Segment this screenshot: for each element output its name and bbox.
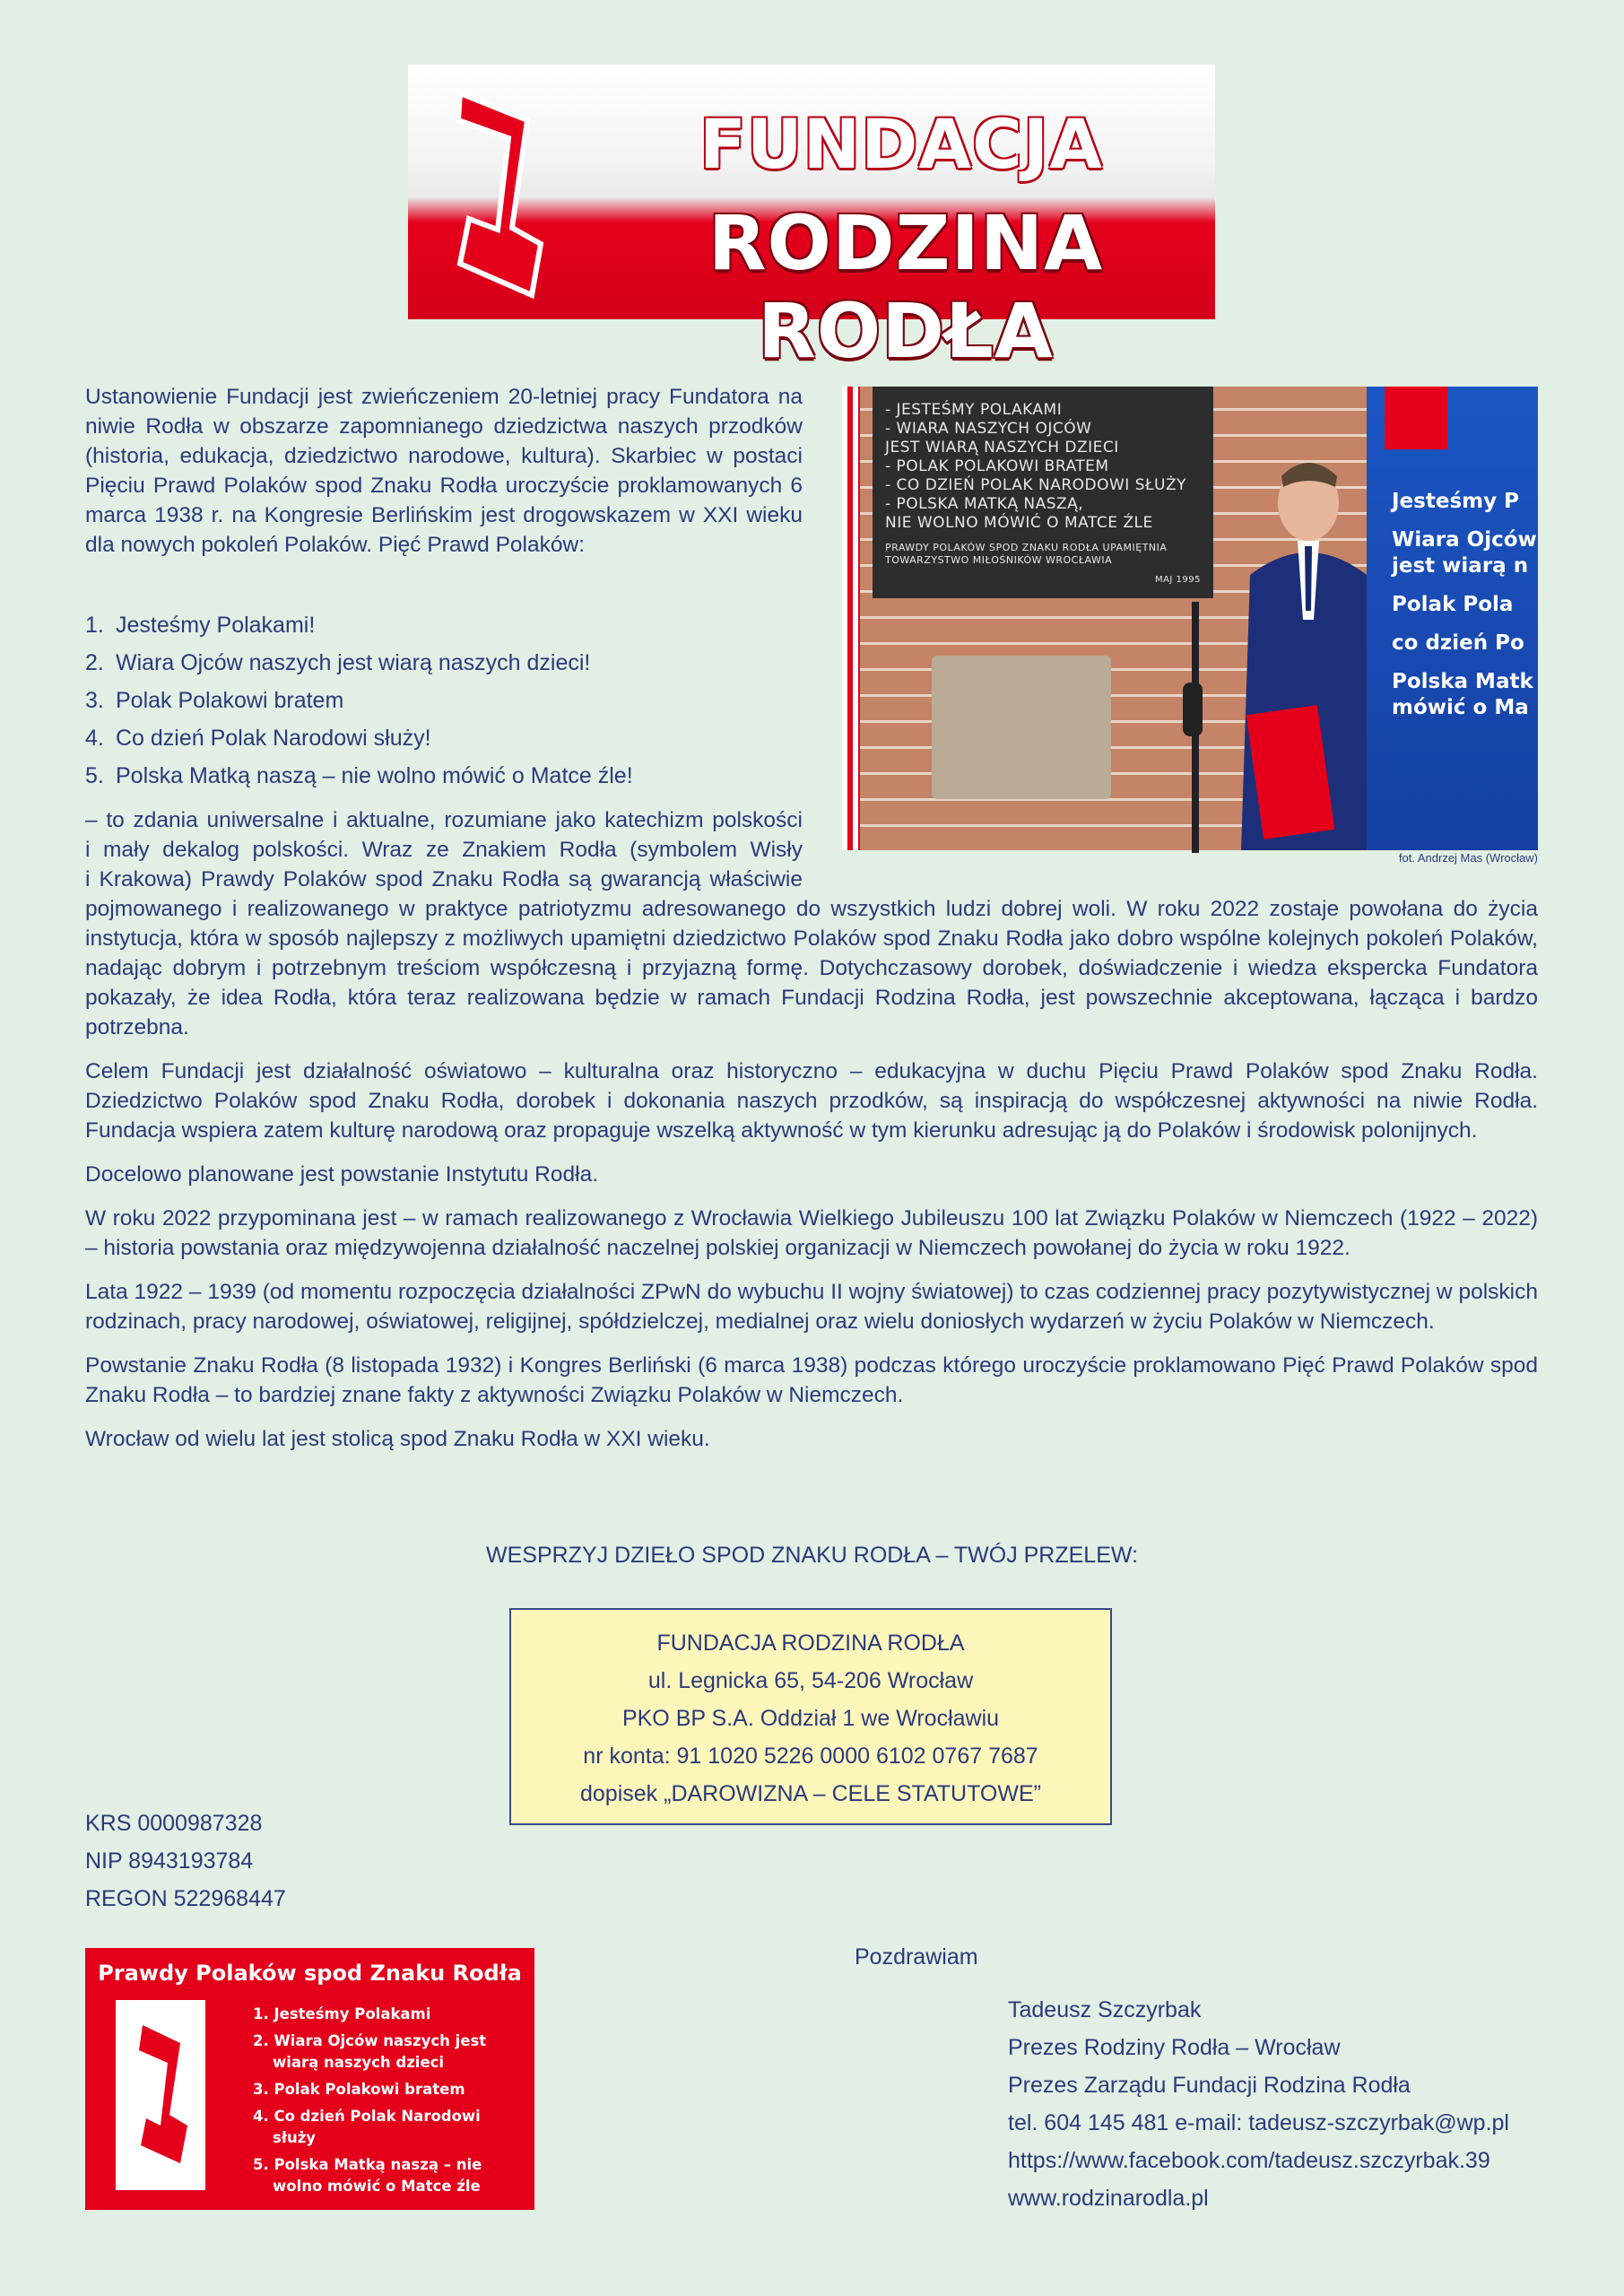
list-item <box>85 682 633 719</box>
regards: Pozdrawiam <box>855 1944 978 1970</box>
list-item <box>85 757 633 795</box>
intro-text: Ustanowienie Fundacji jest zwieńczeniem 20-letniej pracy Fundatora na niwie Rodła w obszarze zapomnianego dziedzictwa naszych przodków (historia, edukacja, dziedzictwo narodowe, kultura). Skarbiec w postaci Pięciu Prawd Polaków spod Znaku Rodła uroczyście proklamowanych 6 marca 1938 r. na Kongresie Berlińskim jest drogowskazem w XXI wieku dla nowych pokoleń Polaków. Pięć Prawd Polaków: <box>85 385 803 557</box>
speaker-figure-icon <box>1219 440 1380 850</box>
bank-name: PKO BP S.A. Oddział 1 we Wrocławiu <box>621 1706 1000 1731</box>
text-line: i mały dekalog polskości. Wraz ze Znakiem Rodła (symbolem Wisły <box>85 838 803 862</box>
flag-stripes <box>842 387 860 850</box>
paragraph: Lata 1922 – 1939 (od momentu rozpoczęcia działalności ZPwN do wybuchu II wojny światowej) to czas codziennej pracy pozytywistycznej w polskich rodzinach, pracy narodowej, oświatowej, religijnej, spółdzielczej, medialnej oraz wielu doniosłych wydarzeń w życiu Polaków w Niemczech. <box>85 1280 1538 1334</box>
paragraph: Powstanie Znaku Rodła (8 listopada 1932) i Kongres Berliński (6 marca 1938) podczas którego uroczyście proklamowano Pięć Prawd Polaków spod Znaku Rodła – to bardziej znane fakty z aktywności Związku Polaków w Niemczech. <box>85 1353 1538 1407</box>
list-item <box>85 719 633 757</box>
list-text: Wiara Ojców naszych jest wiarą naszych dzieci! <box>116 650 591 675</box>
plaque-line: - POLAK POLAKOWI BRATEM <box>885 457 1109 475</box>
regon: REGON 522968447 <box>85 1886 286 1911</box>
list-text: Polska Matką naszą – nie wolno mówić o Matce źle! <box>116 763 633 788</box>
list-number: 1. <box>85 613 104 638</box>
signature-block <box>1008 1991 1509 2217</box>
rollup-line: Polak Pola <box>1392 593 1514 616</box>
list-item: 5. Polska Matką naszą – nie wolno mówić o Matce źle <box>253 2156 482 2195</box>
paragraph: Docelowo planowane jest powstanie Instytutu Rodła. <box>85 1162 599 1187</box>
rollup-line: Polska Matk <box>1392 670 1533 693</box>
five-truths-list <box>85 606 633 795</box>
rollup-line: jest wiarą n <box>1392 554 1529 578</box>
photo-caption: fot. Andrzej Mas (Wrocław) <box>1398 851 1538 865</box>
list-item <box>85 606 633 644</box>
plaque-line: - JESTEŚMY POLAKAMI <box>885 401 1063 419</box>
list-number: 5. <box>85 763 104 788</box>
paragraph: Celem Fundacji jest działalność oświatowo – kulturalna oraz historyczno – edukacyjna w duchu Pięciu Prawd Polaków spod Znaku Rodła. Dziedzictwo Polaków spod Znaku Rodła, dorobek i dokonania naszych przodków, są inspiracją do współczesnej aktywności na niwie Rodła. Fundacja wspiera zatem kulturę narodową oraz propaguje wszelką aktywność w tym kierunku adresując ją do Polaków i środowisk polonijnych. <box>85 1059 1538 1143</box>
plaque-line: - POLSKA MATKĄ NASZĄ, <box>885 495 1084 513</box>
bank-recipient: FUNDACJA RODZINA RODŁA <box>656 1631 965 1656</box>
list-item: 1. Jesteśmy Polakami <box>253 2005 431 2022</box>
list-text: Jesteśmy Polakami! <box>116 613 316 638</box>
paragraph-continuation <box>85 805 1538 894</box>
truths-box <box>85 1948 534 2210</box>
krs: KRS 0000987328 <box>85 1811 263 1836</box>
list-item: 2. Wiara Ojców naszych jest wiarą naszych dzieci <box>253 2032 487 2071</box>
list-item <box>85 644 633 682</box>
nip: NIP 8943193784 <box>85 1848 254 1874</box>
list-number: 3. <box>85 688 104 713</box>
bank-account: nr konta: 91 1020 5226 0000 6102 0767 7687 <box>583 1744 1038 1769</box>
intro-paragraph <box>85 382 803 560</box>
rollup-line: Wiara Ojców <box>1392 528 1537 552</box>
banner-title-line2: RODZINA RODŁA <box>708 199 1104 375</box>
rollup-line: co dzień Po <box>1392 631 1524 655</box>
plaque-line: - CO DZIEŃ POLAK NARODOWI SŁUŻY <box>885 476 1187 494</box>
list-number: 2. <box>85 650 104 675</box>
plaque-line: - WIARA NASZYCH OJCÓW <box>885 420 1092 438</box>
text-line: i Krakowa) Prawdy Polaków spod Znaku Rodła są gwarancją właściwie <box>85 867 803 891</box>
rollup-banner <box>1367 387 1538 850</box>
list-number: 4. <box>85 726 104 751</box>
list-item: 3. Polak Polakowi bratem <box>253 2081 465 2098</box>
stone-block <box>932 656 1111 799</box>
rodlo-logo-icon <box>116 2000 205 2190</box>
plaque-year: MAJ 1995 <box>1154 575 1201 585</box>
list-text: Polak Polakowi bratem <box>116 688 344 713</box>
bank-address: ul. Legnicka 65, 54-206 Wrocław <box>647 1668 974 1693</box>
banner-title-line1: FUNDACJA <box>699 104 1103 184</box>
body-text <box>85 805 1538 1468</box>
bank-details-box <box>509 1608 1112 1825</box>
memorial-plaque <box>873 387 1213 598</box>
plaque-line: JEST WIARĄ NASZYCH DZIECI <box>885 439 1119 457</box>
plaque-line: NIE WOLNO MÓWIĆ O MATCE ŹLE <box>885 514 1153 532</box>
header-banner <box>408 65 1215 375</box>
signer-name: Tadeusz Szczyrbak <box>1008 1997 1202 2022</box>
rollup-line: mówić o Ma <box>1392 696 1529 719</box>
rollup-text <box>1392 489 1537 734</box>
list-item: 4. Co dzień Polak Narodowi służy <box>253 2108 481 2146</box>
bank-note: dopisek „DAROWIZNA – CELE STATUTOWE” <box>580 1781 1041 1806</box>
facebook-link[interactable]: https://www.facebook.com/tadeusz.szczyrbak.39 <box>1008 2148 1490 2173</box>
truths-box-list <box>253 2004 522 2203</box>
plaque-small-text: PRAWDY POLAKÓW SPOD ZNAKU RODŁA UPAMIĘTNIA TOWARZYSTWO MIŁOŚNIKÓW WROCŁAWIA <box>885 542 1168 566</box>
rollup-flag <box>1385 387 1447 449</box>
signer-contact: tel. 604 145 481 e-mail: tadeusz-szczyrbak@wp.pl <box>1008 2110 1509 2135</box>
signer-role: Prezes Rodziny Rodła – Wrocław <box>1008 2035 1341 2060</box>
website-link[interactable]: www.rodzinarodla.pl <box>1008 2186 1209 2211</box>
paragraph: W roku 2022 przypominana jest – w ramach realizowanego z Wrocławia Wielkiego Jubileuszu 100 lat Związku Polaków w Niemczech (1922 – 2022) – historia powstania oraz międzywojenna działalność naczelnej polskiej organizacji w Niemczech powołanej do życia w roku 1922. <box>85 1206 1538 1260</box>
text-line: – to zdania uniwersalne i aktualne, rozumiane jako katechizm polskości <box>85 808 803 832</box>
paragraph: pojmowanego i realizowanego w praktyce patriotyzmu adresowanego do wszystkich ludzi dobrej woli. W roku 2022 zostaje powołana do życia instytucja, która w sposób najlepszy z możliwych upamiętni dziedzictwo Polaków spod Znaku Rodła jako dobro wspólne kolejnych pokoleń Polaków, nadając dobrym i potrzebnym treściom współczesną i przyjazną formę. Dotychczasowy dorobek, doświadczenie i wiedza ekspercka Fundatora pokazały, że idea Rodła, która teraz realizowana będzie w ramach Fundacji Rodzina Rodła, jest powszechnie akceptowana, łącząca i bardzo potrzebna. <box>85 897 1538 1039</box>
truths-box-title: Prawdy Polaków spod Znaku Rodła <box>98 1961 522 1986</box>
list-text: Co dzień Polak Narodowi służy! <box>116 726 431 751</box>
signer-role: Prezes Zarządu Fundacji Rodzina Rodła <box>1008 2073 1411 2098</box>
support-heading: WESPRZYJ DZIEŁO SPOD ZNAKU RODŁA – TWÓJ PRZELEW: <box>486 1543 1138 1568</box>
rollup-line: Jesteśmy P <box>1392 490 1519 513</box>
paragraph: Wrocław od wielu lat jest stolicą spod Znaku Rodła w XXI wieku. <box>85 1427 710 1451</box>
photo <box>842 387 1538 850</box>
registration-ids <box>85 1805 286 1918</box>
